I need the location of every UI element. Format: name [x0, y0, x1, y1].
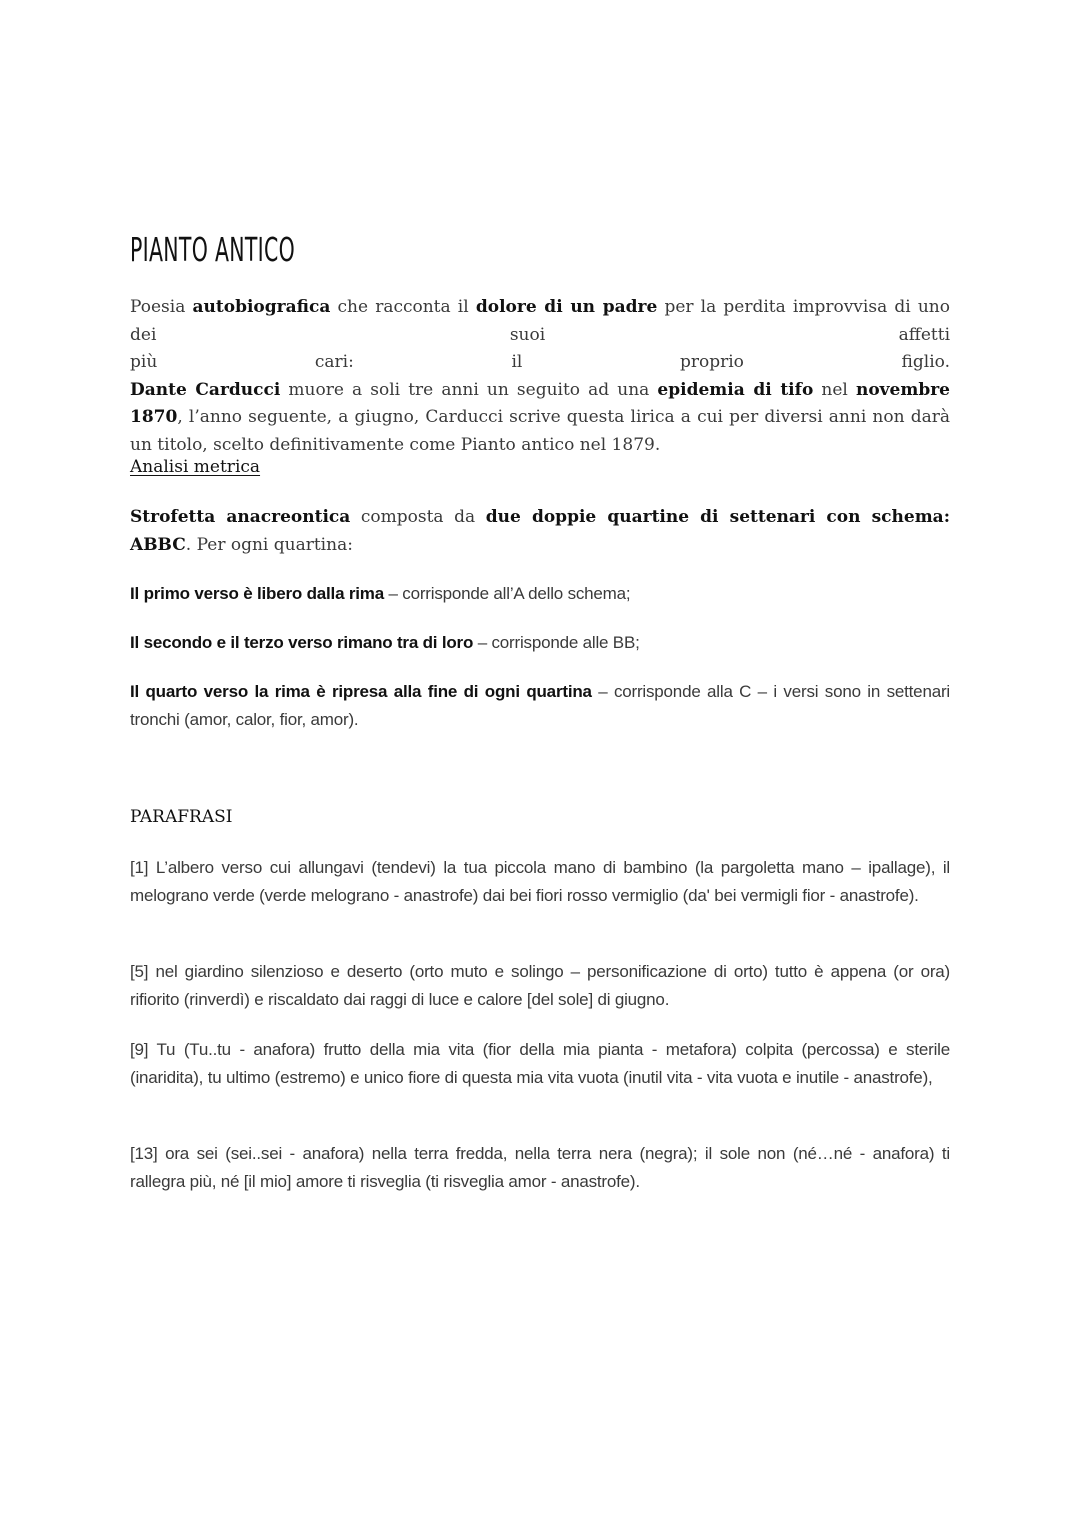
bold-run: due doppie quartine di settenari con schema: ABBC — [130, 507, 950, 555]
paraphrase-paragraph-4: [13] ora sei (sei..sei - anafora) nella terra fredda, nella terra nera (negra); il sole non (né…né - anafora) ti rallegra più, né [il mio] amore ti risveglia (ti risveglia amor - anastrofe). — [130, 1144, 950, 1191]
bold-run: novembre 1870 — [130, 379, 950, 427]
text-run: . Per ogni quartina: — [185, 534, 353, 555]
bold-run: Il primo verso è libero dalla rima — [130, 584, 384, 603]
metric-paragraph-3 — [130, 629, 950, 657]
page-title: PIANTO ANTICO — [130, 230, 296, 269]
text-run: per la perdita improvvisa di uno dei suoi affetti — [130, 297, 950, 345]
bold-run: Strofetta anacreontica — [130, 507, 351, 527]
text-run: – corrisponde alla C – i versi sono in settenari tronchi (amor, calor, fior, amor). — [130, 682, 950, 729]
bold-run: epidemia di tifo — [657, 379, 814, 400]
intro-line-3 — [130, 380, 950, 455]
intro-line-2: più cari: il proprio figlio. — [130, 352, 950, 372]
paraphrase-paragraph-1: [1] L’albero verso cui allungavi (tendevi) la tua piccola mano di bambino (la pargoletta mano – ipallage), il melograno verde (verde melograno - anastrofe) dai bei fiori rosso vermiglio (da' bei vermigli fior - anastrofe). — [130, 858, 950, 905]
bold-run: Il quarto verso la rima è ripresa alla fine di ogni quartina — [130, 682, 592, 701]
metric-paragraph-2 — [130, 580, 950, 608]
text-run: – corrisponde all’A dello schema; — [383, 584, 631, 603]
text-run: composta da — [350, 507, 486, 527]
metric-paragraph-4 — [130, 678, 950, 733]
text-run: nel — [813, 379, 856, 400]
text-run: , l’anno seguente, a giugno, Carducci scrive questa lirica a cui per diversi anni non darà un titolo, scelto definitivamente come Pianto antico nel 1879. — [130, 407, 950, 455]
intro-line-1 — [130, 294, 950, 349]
bold-run: dolore di un padre — [475, 297, 658, 317]
text-run: muore a soli tre anni un seguito ad una — [280, 379, 658, 400]
metric-paragraph-1 — [130, 504, 950, 559]
paraphrase-heading: PARAFRASI — [130, 807, 233, 827]
text-run: Poesia — [130, 297, 193, 317]
text-run: che racconta il — [330, 297, 476, 317]
paraphrase-paragraph-2: [5] nel giardino silenzioso e deserto (orto muto e solingo – personificazione di orto) tutto è appena (or ora) rifiorito (rinverdì) e riscaldato dai raggi di luce e calore [del sole] di giugno. — [130, 962, 950, 1009]
metric-heading: Analisi metrica — [130, 457, 261, 477]
text-run: – corrisponde alle BB; — [473, 633, 640, 652]
bold-run: Il secondo e il terzo verso rimano tra di loro — [130, 633, 474, 652]
intro-paragraph — [130, 294, 950, 459]
paraphrase-paragraph-3: [9] Tu (Tu..tu - anafora) frutto della mia vita (fior della mia pianta - metafora) colpita (percossa) e sterile (inaridita), tu ultimo (estremo) e unico fiore di questa mia vita vuota (inutil vita - vita vuota e inutile - anastrofe), — [130, 1040, 950, 1087]
bold-run: Dante Carducci — [130, 379, 281, 400]
bold-run: autobiografica — [192, 297, 331, 317]
